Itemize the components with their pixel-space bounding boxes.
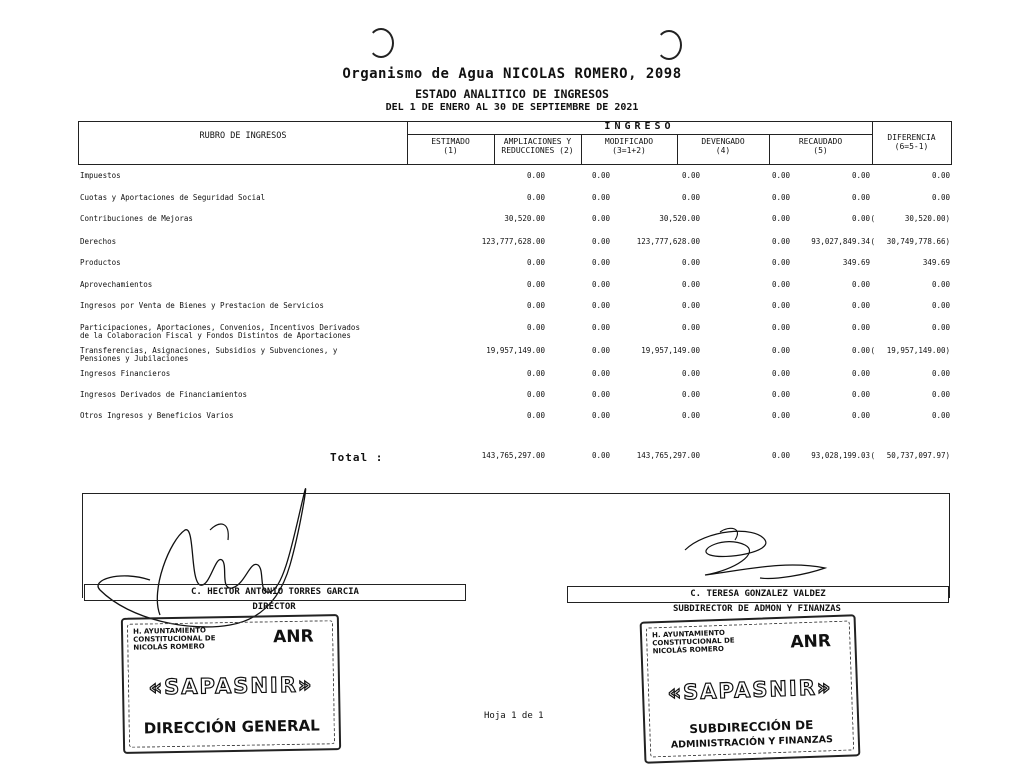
col-recaudado-header: RECAUDADO (5) bbox=[798, 137, 843, 155]
table-row: Transferencias, Asignaciones, Subsidios y Subvenciones, y Pensiones y Jubilaciones 19,957,149.00 0.00 19,957,149.00 0.00 0.00 ( 19,957,149.00) bbox=[80, 346, 950, 363]
punch-hole-left bbox=[368, 28, 394, 58]
table-row: Ingresos Financieros 0.00 0.00 0.00 0.00 0.00 0.00 bbox=[80, 369, 950, 378]
col-estimado-header: ESTIMADO (1) bbox=[431, 137, 470, 155]
sapasnir-logo: ANR bbox=[790, 631, 832, 653]
report-subtitle: ESTADO ANALITICO DE INGRESOS bbox=[415, 87, 609, 101]
table-row: Ingresos Derivados de Financiamientos 0.00 0.00 0.00 0.00 0.00 0.00 bbox=[80, 390, 950, 399]
left-signer-role: DIRECTOR bbox=[252, 602, 296, 612]
col-diferencia-header: DIFERENCIA (6=5-1) bbox=[887, 133, 936, 151]
col-devengado-header: DEVENGADO (4) bbox=[701, 137, 745, 155]
table-row: Derechos 123,777,628.00 0.00 123,777,628.00 0.00 93,027,849.34 ( 30,749,778.66) bbox=[80, 237, 950, 246]
table-row: Otros Ingresos y Beneficios Varios 0.00 0.00 0.00 0.00 0.00 0.00 bbox=[80, 411, 950, 420]
right-signer-name: C. TERESA GONZALEZ VALDEZ bbox=[567, 586, 949, 603]
rubro-header: RUBRO DE INGRESOS bbox=[199, 131, 287, 141]
signature-right bbox=[665, 520, 845, 590]
table-row: Ingresos por Venta de Bienes y Prestacion de Servicios 0.00 0.00 0.00 0.00 0.00 0.00 bbox=[80, 301, 950, 310]
table-row: Impuestos 0.00 0.00 0.00 0.00 0.00 0.00 bbox=[80, 171, 950, 180]
table-row: Productos 0.00 0.00 0.00 0.00 349.69 349.69 bbox=[80, 258, 950, 267]
punch-hole-right bbox=[656, 30, 682, 60]
table-row: Aprovechamientos 0.00 0.00 0.00 0.00 0.00 0.00 bbox=[80, 280, 950, 289]
organization-title: Organismo de Agua NICOLAS ROMERO, 2098 bbox=[342, 66, 682, 82]
table-header bbox=[78, 121, 952, 165]
table-row: Contribuciones de Mejoras 30,520.00 0.00 30,520.00 0.00 0.00 ( 30,520.00) bbox=[80, 214, 950, 223]
total-row: 143,765,297.00 0.00 143,765,297.00 0.00 93,028,199.03 ( 50,737,097.97) bbox=[481, 451, 950, 460]
left-signer-name: C. HECTOR ANTONIO TORRES GARCIA bbox=[84, 584, 466, 601]
ingreso-header: INGRESO bbox=[604, 121, 675, 132]
report-period: DEL 1 DE ENERO AL 30 DE SEPTIEMBRE DE 2021 bbox=[385, 102, 639, 113]
sapasnir-logo: ANR bbox=[273, 626, 314, 648]
col-modificado-header: MODIFICADO (3=1+2) bbox=[604, 137, 654, 155]
total-label: Total : bbox=[330, 451, 384, 464]
col-ampliaciones-header: AMPLIACIONES Y REDUCCIONES (2) bbox=[501, 137, 574, 155]
table-row: Cuotas y Aportaciones de Seguridad Social 0.00 0.00 0.00 0.00 0.00 0.00 bbox=[80, 193, 950, 202]
stamp-subdireccion: H. AYUNTAMIENTO CONSTITUCIONAL DE NICOLÁS ROMERO ANR «SAPASNIR» SUBDIRECCIÓN DE ADMINISTRACIÓN Y FINANZAS bbox=[640, 614, 861, 763]
stamp-direccion-general: H. AYUNTAMIENTO CONSTITUCIONAL DE NICOLÁS ROMERO ANR «SAPASNIR» DIRECCIÓN GENERAL bbox=[121, 614, 341, 754]
page-number: Hoja 1 de 1 bbox=[484, 711, 544, 721]
table-row: Participaciones, Aportaciones, Convenios, Incentivos Derivados de la Colaboracion Fiscal y Fondos Distintos de Aportaciones 0.00 0.00 0.00 0.00 0.00 0.00 bbox=[80, 323, 950, 340]
right-signer-role: SUBDIRECTOR DE ADMON Y FINANZAS bbox=[673, 604, 841, 614]
